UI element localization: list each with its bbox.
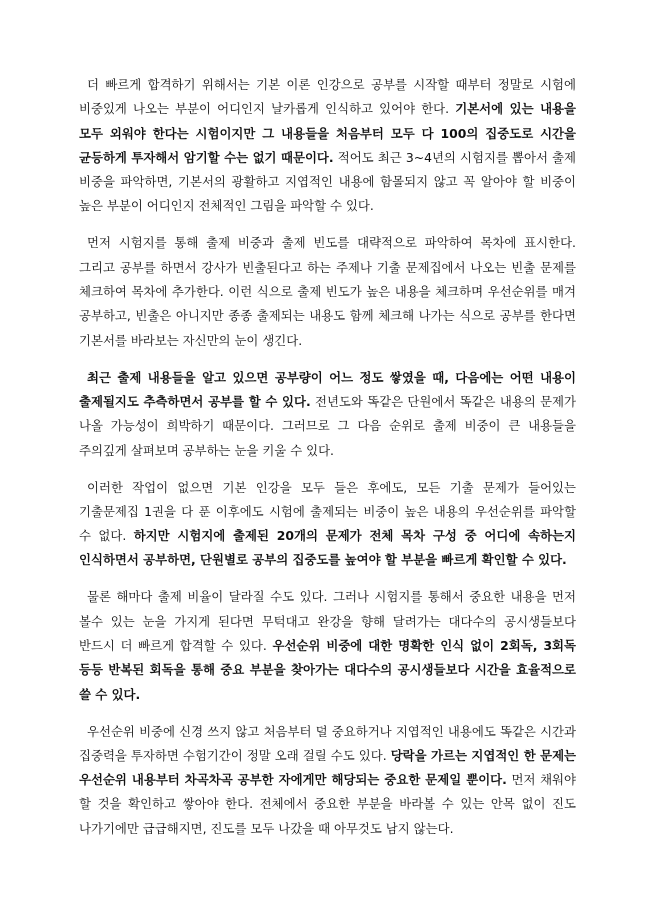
paragraph-1 [79, 73, 576, 219]
emphasis-run: 최근 출제 내용들을 알고 있으면 공부량이 어느 정도 쌓였을 때, 다음에는 어떤 내용이 출제될지도 추측하면서 공부를 할 수 있다. [79, 369, 576, 409]
paragraph-2 [79, 231, 576, 352]
text-run: 먼저 채워야 할 것을 확인하고 쌓아야 한다. 전체에서 중요한 부분을 바라볼 수 있는 안목 없이 진도 나가기에만 급급해지면, 진도를 모두 나갔을 때 아무것도 남지 않는다. [79, 772, 576, 836]
text-run: 이러한 작업이 없으면 기본 인강을 모두 들은 후에도, 모든 기출 문제가 들어있는 기출문제집 1권을 다 푼 이후에도 시험에 출제되는 비중이 높은 내용의 우선순위를 파악할 수 없다. [79, 479, 576, 544]
emphasis-run: 기본서에 있는 내용을 모두 외워야 한다는 시험이지만 그 내용들을 처음부터 모두 다 100의 집중도로 시간을 균등하게 투자해서 암기할 수는 없기 때문이다. [79, 101, 576, 165]
paragraph-4 [79, 476, 576, 573]
text-run: 더 빠르게 합격하기 위해서는 기본 이론 인강으로 공부를 시작할 때부터 정말로 시험에 비중있게 나오는 부분이 어디인지 날카롭게 인식하고 있어야 한다. [79, 77, 576, 117]
text-run: 우선순위 비중에 신경 쓰지 않고 처음부터 덜 중요하거나 지엽적인 내용에도 똑같은 시간과 집중력을 투자하면 수험기간이 정말 오래 걸릴 수도 있다. [79, 723, 576, 763]
emphasis-run: 하지만 시험지에 출제된 20개의 문제가 전체 목차 구성 중 어디에 속하는지 인식하면서 공부하면, 단원별로 공부의 집중도를 높여야 할 부분을 빠르게 확인할 수 있다. [79, 528, 576, 568]
text-run: 물론 해마다 출제 비율이 달라질 수도 있다. 그러나 시험지를 통해서 중요한 내용을 먼저 볼수 있는 눈을 가지게 된다면 무턱대고 완강을 향해 달려가는 대다수의 공시생들보다 반드시 더 빠르게 합격할 수 있다. [79, 589, 576, 653]
emphasis-run: 우선순위 비중에 대한 명확한 인식 없이 2회독, 3회독 등등 반복된 회독을 통해 중요 부분을 찾아가는 대다수의 공시생들보다 시간을 효율적으로 쓸 수 있다. [79, 637, 576, 702]
emphasis-run: 당락을 가르는 지엽적인 한 문제는 우선순위 내용부터 차곡차곡 공부한 자에게만 해당되는 중요한 문제일 뿐이다. [79, 747, 577, 788]
paragraph-5 [79, 585, 576, 706]
paragraph-3 [79, 366, 576, 463]
text-run: 먼저 시험지를 통해 출제 비중과 출제 빈도를 대략적으로 파악하여 목차에 표시한다. 그리고 공부를 하면서 강사가 빈출된다고 하는 주제나 기출 문제집에서 나오는 빈출 문제를 체크하여 목차에 추가한다. 이런 식으로 출제 빈도가 높은 내용을 체크하며 우선순위를 매겨 공부하고, 빈출은 아니지만 종종 출제되는 내용도 함께 체크해 나가는 식으로 공부를 한다면 기본서를 바라보는 자신만의 눈이 생긴다. [79, 235, 576, 348]
text-run: 적어도 최근 3~4년의 시험지를 뽑아서 출제 비중을 파악하면, 기본서의 광활하고 지엽적인 내용에 함몰되지 않고 꼭 알아야 할 비중이 높은 부분이 어디인지 전체적인 그림을 파악할 수 있다. [79, 149, 576, 214]
paragraph-6 [79, 720, 576, 841]
text-run: 전년도와 똑같은 단원에서 똑같은 내용의 문제가 나올 가능성이 희박하기 때문이다. 그러므로 그 다음 순위로 출제 비중이 큰 내용들을 주의깊게 살펴보며 공부하는 눈을 키울 수 있다. [79, 393, 576, 458]
